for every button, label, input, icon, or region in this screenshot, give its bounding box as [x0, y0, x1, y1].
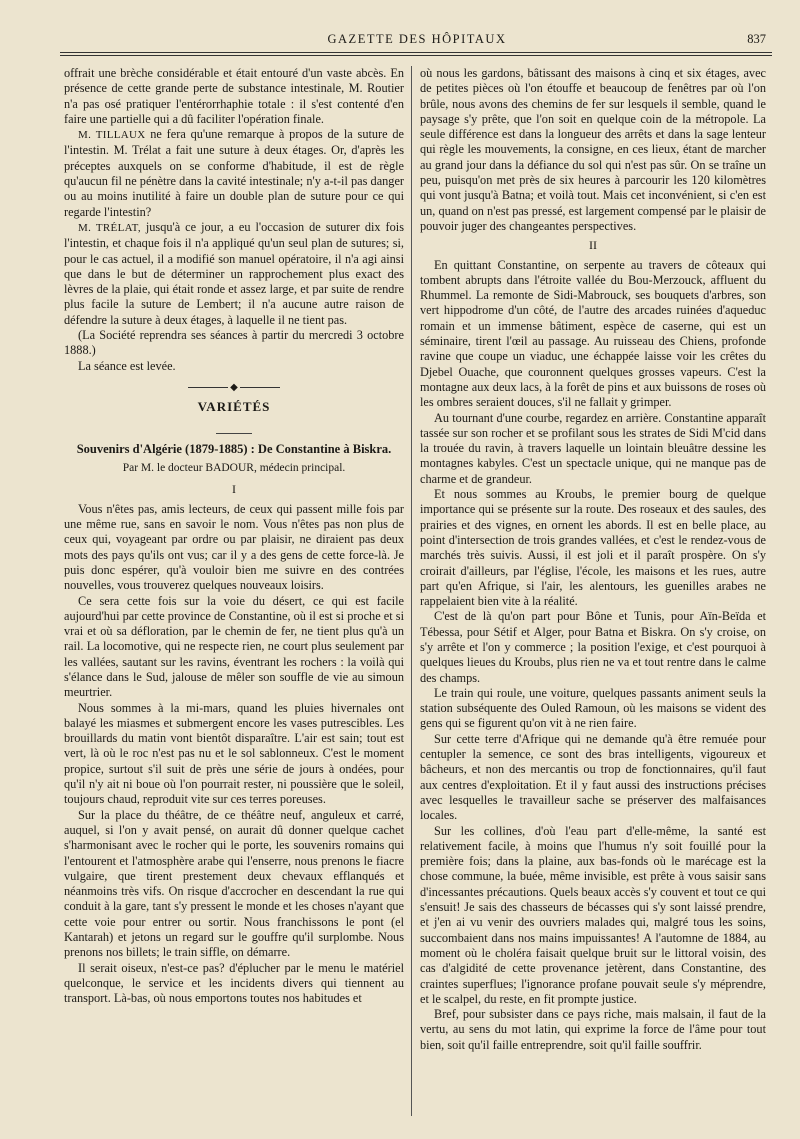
header-rule-top [60, 52, 772, 53]
paragraph: offrait une brèche considérable et était entouré d'un vaste abcès. En présence de cette grande perte de substance intestinale, M. Routier n'a pas osé pratiquer l'entérorrhaphie totale : il s'est contenté d'en faire une partielle qui a dû faciliter l'opération finale. [64, 66, 404, 126]
article-title: Souvenirs d'Algérie (1879-1885) : De Constantine à Biskra. [76, 441, 392, 456]
paragraph: La séance est levée. [78, 358, 176, 373]
paragraph: Sur les collines, d'où l'eau part d'elle-même, la santé est relativement facile, à moins que l'humus n'y soit fouillé pour la première fois; dans la plaine, aux bas-fonds où le marécage est la chose commune, la buée, même invisible, est prête à vous saisir sans d'incessantes précautions. Quels beaux accès s'y couvent et tout ce qui s'ensuit! Je sais des chasseurs de bécasses qui s'y sont laissé prendre, et j'en ai vu venir des ouvriers malades qui, malgré tous les soins, succombaient dans nos mains impuissantes! A l'automne de 1884, au moment où le choléra faisait quelque bruit sur le littoral voisin, des cas d'algidité de cette provenance jetèrent, dans Constantine, des craintes superflues; l'ignorance profane pouvait seule s'y méprendre, et le scalpel, du reste, en fit prompte justice. [420, 823, 766, 1006]
paragraph-text: ne fera qu'une remarque à propos de la suture de l'intestin. M. Trélat a fait une suture à deux étages. Or, d'après les préceptes auxquels on se conforme d'habitude, il est de règle qu'aucun fil ne pénètre dans la cavité intestinale; n'y a-t-il pas danger ou au moins inutilité à faire un double plan de suture pour ce qui regarde l'intestin? [64, 127, 405, 219]
paragraph: Il serait oiseux, n'est-ce pas? d'éplucher par le menu le matériel quelconque, le service et les incidents divers qui tiennent au transport. Là-bas, où nous emportons toutes nos habitudes et [64, 960, 404, 1006]
paragraph: Vous n'êtes pas, amis lecteurs, de ceux qui passent mille fois par une même rue, sans en savoir le nom. Vous n'êtes pas non plus de ceux qui, voyageant par ordre ou par plaisir, ne diraient pas deux mots des pays qu'ils ont vus; car il y a des gens de cette force-là. Je puis donc espérer, qu'à vouloir bien me suivre en des contrées nouvelles, vous trouverez quelques nouveaux loisirs. [64, 501, 404, 593]
speaker-name: M. TRÉLAT, [78, 221, 141, 234]
page-number: 837 [747, 32, 766, 46]
column-divider [411, 66, 412, 1116]
article-byline: Par M. le docteur BADOUR, médecin principal. [122, 462, 346, 475]
part-number: I [232, 482, 236, 497]
running-head [64, 32, 770, 50]
paragraph: Le train qui roule, une voiture, quelques passants animent seuls la station subséquente des Ouled Ramoun, où les maisons se vident des gens qui se figurent qu'on vit à ne rien faire. [420, 685, 766, 731]
paragraph: C'est de là qu'on part pour Bône et Tunis, pour Aïn-Beïda et Tébessa, pour Sétif et Alger, pour Batna et Biskra. On s'y croise, on s'y arrête et l'on y commerce ; la position l'exige, et c'est pourquoi à quelques lieues du Kroubs, plus rien ne va et tout rentre dans le calme des champs. [420, 609, 766, 685]
small-divider [64, 423, 404, 438]
paragraph: Et nous sommes au Kroubs, le premier bourg de quelque importance qui se présente sur la route. Des roseaux et des saules, des prairies et des vignes, en ornent les abords. Il est en belle place, au point d'intersection de trois grandes vallées, et c'est le rendez-vous de marchés très suivis. Aussi, il est joli et il paraît prospère. On s'y croirait d'ailleurs, par l'église, l'école, les maisons et les rues, autre part qu'en Afrique, si l'air, les alentours, les guenilles arabes ne rappelaient bien vite à la réalité. [420, 487, 766, 609]
paragraph: où nous les gardons, bâtissant des maisons à cinq et six étages, avec de petites pièces où l'on étouffe et beaucoup de fenêtres par où l'on brûle, nous avons des chemins de fer sur lesquels il semble, quand le paysage s'y prête, que l'on soit en quelque coin de la métropole. La seule différence est dans la longueur des arrêts et dans la sage lenteur qui règle les mouvements, la consigne, en ces lieux, étant de marcher au grand jour dans la défiance du sol qui n'est pas sûr. On se traîne un peu, puisqu'on met près de six heures à parcourir les 120 kilomètres qui vont jusqu'à Batna; et voilà tout. Mais cet inconvénient, si c'en est un, quand on n'est pas pressé, est largement compensé par le plaisir de pouvoir juger des changeantes perspectives. [420, 66, 766, 233]
paragraph [64, 127, 404, 220]
paragraph: En quittant Constantine, on serpente au travers de côteaux qui tombent abrupts dans l'étroite vallée du Bou-Merzouck, affluent du Rhummel. La remonte de Sidi-Mabrouck, ses bouquets d'arbres, son vert hippodrome d'un côté, de l'autre des arcades ruinées d'aqueduc romain et un immense bâtiment, espèce de caserne, qui est un séminaire, tirent l'œil au passage. Au ruisseau des Chiens, profonde ravine que coupe un viaduc, une échappée laisse voir les crêtes du Djebel Ouache, que couronnent quelques grosses vapeurs. C'est la montagne aux deux lacs, à la forêt de pins et aux buissons de roses où les ombres seraient douces, s'il ne fallait y grimper. [420, 257, 766, 410]
right-column [420, 66, 766, 1053]
paragraph: Nous sommes à la mi-mars, quand les pluies hivernales ont balayé les miasmes et submergent encore les vases putrescibles. Les brouillards du matin vont bientôt disparaître. L'air est sain; tout est vert, là où le roc n'est pas nu et le sol sablonneux. C'est le moment propice, surtout s'il suit de près une série de jours à ondées, pour qu'il n'y ait ni boue où l'on pourrait rester, ni poussière que le soleil, toujours chaud, reproduit vite sur ces terres poreuses. [64, 700, 404, 807]
paragraph [64, 220, 404, 328]
part-number: II [589, 238, 597, 253]
ornament-divider: ◆ [64, 380, 404, 395]
header-rule-bottom [60, 55, 772, 56]
paragraph: Bref, pour subsister dans ce pays riche, mais malsain, il faut de la vertu, au sens du mot latin, qui exprime la force de l'âme pour tout bien, soit qu'il faille entreprendre, soit qu'il faille souffrir. [420, 1007, 766, 1052]
paragraph: Sur la place du théâtre, de ce théâtre neuf, anguleux et carré, auquel, si l'on y avait pensé, on aurait dû donner quelque cachet s'harmonisant avec le rocher qui le porte, les souvenirs romains qui l'entourent et l'atmosphère arabe qui l'enserre, nous prenons le fiacre vulgaire, que tirent prestement deux chevaux efflanqués et néanmoins très vifs. On risque d'accrocher en descendant la rue qui conduit à la gare, tant s'y pressent le monde et les choses n'ayant que cette voie pour entrer ou sortir. Nous franchissons le pont (el Kantarah) et jetons un regard sur le gouffre qu'il surplombe. Nous prenons nos billets; le train siffle, on démarre. [64, 807, 404, 960]
section-title: VARIÉTÉS [197, 399, 271, 415]
speaker-name: M. TILLAUX [78, 129, 146, 142]
paragraph: Ce sera cette fois sur la voie du désert, ce qui est facile aujourd'hui par cette province de Constantine, où il est si proche et si vrai et où sa défloration, par le chemin de fer, ne tient plus qu'à un rail. La locomotive, qui ne respecte rien, ne court plus seulement par les vallées, sautant sur les ravins, éventrant les rochers : la voilà qui s'élance dans le Sud, jalouse de mêler son souffle de vie au simoun meurtrier. [64, 593, 404, 700]
left-column [64, 66, 404, 1007]
paragraph: (La Société reprendra ses séances à partir du mercredi 3 octobre 1888.) [64, 328, 404, 358]
paragraph-text: jusqu'à ce jour, a eu l'occasion de suturer dix fois l'intestin, et chaque fois il n'a appliqué qu'un seul plan de sutures; si, pour le cas actuel, il a modifié son manuel opératoire, il n'a agi ainsi que dans le but de déterminer un rapprochement plus exact des lèvres de la plaie, qui était ronde et assez large, et par suite de rendre plus facile la suture de Lembert; il n'a aucune autre raison de défendre la suture à deux étages, à laquelle il ne tient pas. [64, 219, 404, 327]
paragraph: Au tournant d'une courbe, regardez en arrière. Constantine apparaît tassée sur son rocher et se profilant sous les strates de Sidi M'cid dans la trouée du ravin, à travers laquelle un lointain bleuâtre dessine les montagnes kabyles. C'est un spectacle unique, qui ne manque pas de charme et de grandeur. [420, 410, 766, 486]
paragraph: Sur cette terre d'Afrique qui ne demande qu'à être remuée pour centupler la semence, ce sont des bras intelligents, vigoureux et bâcheurs, et non des mercantis ou trop de fonctionnaires, qu'il faut aux centres d'exploitation. Et il y faut aussi des instructions précises avec lesquelles le travailleur sache se préserver des malfaisances locales. [420, 731, 766, 823]
journal-title: GAZETTE DES HÔPITAUX [327, 32, 507, 46]
